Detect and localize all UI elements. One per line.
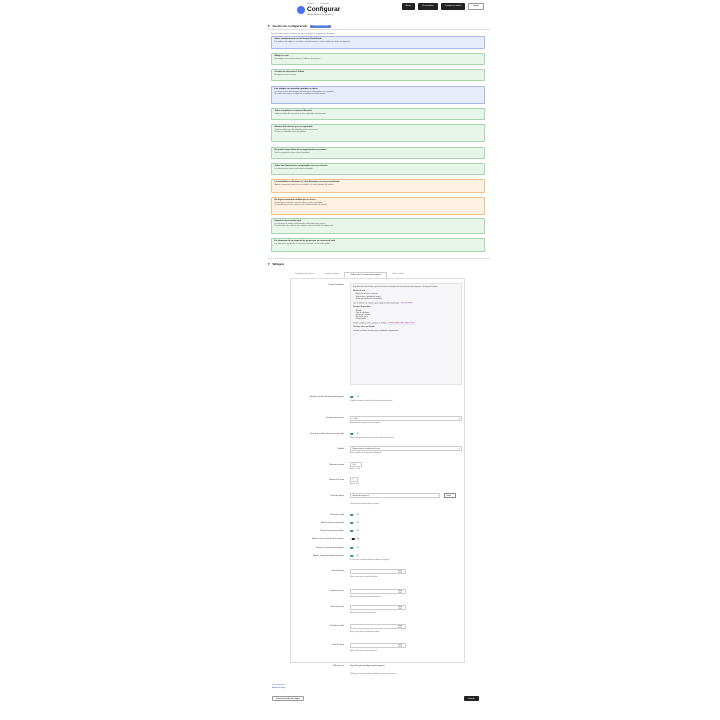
alert-box: [271, 197, 485, 215]
alert-extra: Si cambia las fuentes, el widget se actualizará automáticamente.: [274, 93, 327, 96]
help-intro: El gráfico de historia del proyecto muestra la evolución de los elementos del proyecto a lo largo del tiempo.: [353, 286, 439, 288]
alert-title: Un elemento de un proyecto de grupo que se muestra al total: [274, 240, 336, 243]
color-picker-button[interactable]: ▾: [399, 570, 401, 572]
alert-title: Sobre complementos en la Función Predefinida: [274, 38, 322, 41]
toggle-value: No: [357, 538, 360, 540]
color-label: Color del texto: [331, 644, 344, 646]
widgets-title: Widgets: [272, 262, 285, 266]
option-toggle[interactable]: [350, 538, 355, 541]
color-desc: Elija el color para el fondo del gráfico.: [350, 576, 379, 578]
model-label: Modelo: [337, 448, 344, 450]
alert-box: [271, 53, 485, 65]
alert-body: Todos los datos han sido validados y son consistentes.: [274, 128, 319, 131]
chart-title-desc: Título que se mostrará sobre el gráfico.: [350, 503, 380, 505]
list-item: • Fecha de cierre: [355, 316, 368, 319]
crumb-1[interactable]: Widgets: [307, 3, 315, 5]
help-box: [350, 283, 462, 385]
chart-title-input[interactable]: Historia del proyecto: [350, 493, 440, 498]
status-badge: Configuración activa: [312, 25, 329, 27]
chevron-down-icon: ▾: [458, 447, 460, 450]
widgets-section: [268, 262, 490, 266]
tab-view-style[interactable]: Vista y estilo: [392, 273, 404, 276]
help-note-2: Puede combinar varios campos en el filtro: status:open AND type:task: [353, 322, 414, 325]
color-label: Color del fondo: [331, 570, 344, 572]
widget-help-link[interactable]: Ayuda del widget: [272, 686, 286, 689]
color-label: Color de la serie: [330, 606, 344, 608]
toggle-value: Sí: [357, 530, 359, 532]
tab-history-chart[interactable]: Gráfico de la historia del proyecto: [344, 272, 387, 278]
max-entries-input[interactable]: 100: [350, 462, 362, 467]
max-entries-desc: Entre 1 y 500.: [350, 468, 361, 470]
alert-body: Los espacios de trabajo seleccionados están listos para usarse.: [274, 222, 326, 225]
toggle-value: Sí: [357, 555, 359, 557]
option-toggle[interactable]: [350, 530, 355, 533]
session-title: Sesión de configuración: [272, 24, 308, 28]
alert-body: Los gráficos del widget se actualizan automáticamente cuando cambian los datos del proyecto.: [274, 40, 351, 43]
alert-box: [271, 69, 485, 81]
alert-title: La visibilidad es diferente en Vista Estándar y en la personalizada: [274, 181, 340, 184]
alert-body: Algunos elementos pueden no ser visibles en la vista estándar del tablero.: [274, 183, 334, 186]
types-toggle[interactable]: [350, 433, 355, 436]
tab-basic[interactable]: Configuración básica: [295, 273, 315, 276]
show-history-desc: El gráfico muestra la evolución de los datos del proyecto.: [350, 400, 393, 402]
toggle-value: Sí: [357, 522, 359, 524]
url-desc: URL que se usará para abrir el gráfico en una nueva ventana.: [350, 673, 397, 675]
code-snippet: status:open AND type:task: [388, 322, 414, 325]
show-history-label: Mostrar la gráfica de historia de proyecto: [309, 396, 344, 398]
alert-box: [271, 86, 485, 104]
line-width-label: Grosor de la línea: [328, 479, 344, 481]
types-label: Tipos que se deben de mostrar (periodo): [309, 433, 344, 435]
documentation-link[interactable]: Documentación: [272, 684, 285, 686]
color-desc: Elija el color para las líneas de la rejilla.: [350, 631, 380, 633]
help-section-3: Consejo sobre un filtrado: [353, 326, 375, 329]
toggle-value: Sí: [357, 547, 359, 549]
divider: [268, 29, 490, 30]
footer-links: [272, 684, 286, 689]
types-desc: Mostrar los tipos de elementos en el periodo seleccionado.: [350, 437, 394, 439]
help-label: Tienen Pulsadores: [328, 284, 344, 286]
help-button[interactable]: Ayuda: [468, 3, 484, 10]
color-desc: Elija el color para el texto del gráfico.: [350, 650, 378, 652]
alert-title: Espacios listos desde aquí: [274, 220, 302, 223]
toggle-label: Mostrar sin pasos de los gráficos: [316, 547, 344, 549]
show-history-value: Sí: [357, 396, 359, 398]
alert-box: [271, 238, 485, 252]
chart-title-label: Título del gráfico: [330, 495, 344, 497]
url-label: URL para ver: [332, 665, 344, 667]
color-picker-button[interactable]: ▾: [399, 625, 401, 627]
list-item: • Tipo de elemento: [355, 311, 370, 314]
chevron-down-icon: ▾: [458, 417, 460, 420]
color-picker-button[interactable]: ▾: [399, 590, 401, 592]
list-item: • Responsable: [355, 318, 366, 321]
page-subtitle: Widget gráfico de proyecto: [307, 14, 334, 16]
alert-extra: Revise los resultados antes de publicar.: [274, 131, 307, 134]
line-width-desc: Entre 1 y 10.: [350, 483, 360, 485]
alert-box: [271, 36, 485, 49]
chevron-down-icon: ▾: [268, 262, 270, 266]
chevron-down-icon: ▾: [268, 24, 270, 28]
alert-body: Este widget está siendo usado por 3 tableros de proyecto.: [274, 57, 321, 60]
list-item: • Estado: [355, 309, 362, 312]
model-select[interactable]: Mostrar todo y el gráfico de barras ▾: [350, 446, 462, 451]
code-snippet: status:open: [401, 301, 413, 304]
toggle-desc: Si se activa, la leyenda aparecerá debajo del gráfico.: [350, 559, 390, 561]
toggle-value: Sí: [357, 514, 359, 516]
max-entries-label: Máximo entradas: [329, 464, 344, 466]
help-note-3: Guarde sus filtros favoritos para reutilizarlos rápidamente.: [353, 330, 400, 333]
alert-title: Todas las dimensiones completadas con sus rellenos: [274, 165, 328, 168]
alert-box: [271, 108, 485, 120]
alert-title: No puede elegir datos de la organización en proceso: [274, 149, 327, 152]
list-item: • Filtrar por estado de los elementos: [355, 297, 383, 300]
alert-body: El widget está en fase beta.: [274, 73, 297, 76]
alert-body: Los datos se leen directamente de las fuentes configuradas en el proyecto.: [274, 90, 335, 93]
period-desc: Seleccione el rango de tiempo del gráfico.: [350, 422, 382, 424]
show-history-toggle[interactable]: [350, 396, 355, 399]
alert-box: [271, 179, 485, 193]
alert-box: [271, 147, 485, 159]
breadcrumb: [307, 3, 331, 5]
color-desc: Elija el color para la serie principal.: [350, 612, 377, 614]
session-section: [268, 24, 490, 28]
alert-body: Las dimensiones están correctamente definidas.: [274, 167, 314, 170]
toggle-label: Mostrar números y leyenda: [321, 522, 344, 524]
color-picker-button[interactable]: ▾: [399, 644, 401, 646]
widgets-header[interactable]: [268, 262, 490, 266]
alert-title: Widget en uso: [274, 55, 289, 58]
save-button[interactable]: Guardar: [464, 696, 479, 701]
alert-extra: Puede añadir más espacios en cualquier momento desde la configuración.: [274, 225, 334, 228]
toggle-label: Mostrar con una escala de los valores: [312, 538, 344, 540]
divider: [268, 258, 490, 259]
help-section-1: Modos de uso: [353, 289, 366, 292]
alert-title: No lograr conectarlo debido que es la vez: [274, 199, 316, 202]
color-picker-button[interactable]: ▾: [399, 606, 401, 608]
save-draft-button[interactable]: Guardar borrador del widget: [272, 696, 304, 701]
list-item: • Seleccionar el periodo de tiempo: [355, 295, 381, 298]
alert-body: Los elementos agrupados se muestran sumados en el total del gráfico.: [274, 242, 331, 245]
url-value[interactable]: https://ejemplo.org/widgets/grafico-proyecto: [350, 665, 385, 667]
color-desc: Elija el color para los números del gráfico.: [350, 596, 382, 598]
alert-box: [271, 163, 485, 175]
alert-box: [271, 124, 485, 142]
alert-box: [271, 218, 485, 234]
session-header[interactable]: [268, 24, 490, 28]
period-select[interactable]: 1 año ▾: [350, 416, 462, 421]
alert-title: Los widgets no necesitan guardar los datos: [274, 88, 318, 91]
crumb-sep: /: [316, 3, 318, 5]
preview-button[interactable]: Previsualizar: [418, 3, 437, 10]
alert-title: Alcance del informe por ser registrado: [274, 126, 313, 129]
configure-size-button[interactable]: Configurar tamaño: [441, 3, 466, 10]
delete-button[interactable]: Borrar: [402, 3, 416, 10]
option-toggle[interactable]: [350, 522, 355, 525]
line-width-input[interactable]: 2: [350, 477, 358, 482]
color-label: Color de la rejilla: [329, 625, 344, 627]
edit-title-button[interactable]: Editar: [444, 493, 456, 498]
page-title: Configurar: [307, 6, 341, 13]
toggle-label: Mostrar la leyenda debajo del gráfico: [312, 555, 344, 557]
list-item: • Elegir las métricas a mostrar: [355, 293, 378, 296]
toggle-label: Mostrar los puntos de datos: [320, 530, 344, 532]
widget-logo-icon: [297, 6, 305, 14]
help-section-2: Campos disponibles: [353, 305, 371, 308]
types-value: Sí: [357, 433, 359, 435]
alert-body: Todos los datos del mes actual se han registrado correctamente.: [274, 112, 326, 115]
list-item: • Fecha de creación: [355, 313, 370, 316]
alert-body: Solo los proyectos activos están disponibles.: [274, 151, 311, 154]
alert-title: Versión de referencia 1.0 Beta: [274, 71, 305, 74]
option-toggle[interactable]: [350, 514, 355, 517]
option-toggle[interactable]: [350, 547, 355, 550]
tab-data-source[interactable]: Origen de datos: [324, 273, 340, 276]
period-label: Periodo para mostrar: [326, 417, 344, 419]
color-label: Color del número: [329, 590, 344, 592]
help-note-1: Use el selector de columna para elegir la métrica principal. status:open: [353, 301, 413, 304]
session-note: Revise la información a continuación para completar la configuración del widget.: [271, 33, 335, 35]
option-toggle[interactable]: [350, 555, 355, 558]
alert-body: Compruebe la conexión con el servidor y vuelva a intentarlo.: [274, 201, 323, 204]
alert-title: Todos completos en informe Mensual: [274, 110, 312, 113]
alert-extra: Si el problema persiste, contacte con el administrador del sistema.: [274, 204, 328, 207]
toggle-label: Mostrar la rejilla: [330, 514, 344, 516]
top-actions: [402, 3, 484, 10]
model-desc: Elija el modelo de visualización del gráfico.: [350, 452, 383, 454]
crumb-2: Configurar: [319, 3, 330, 5]
